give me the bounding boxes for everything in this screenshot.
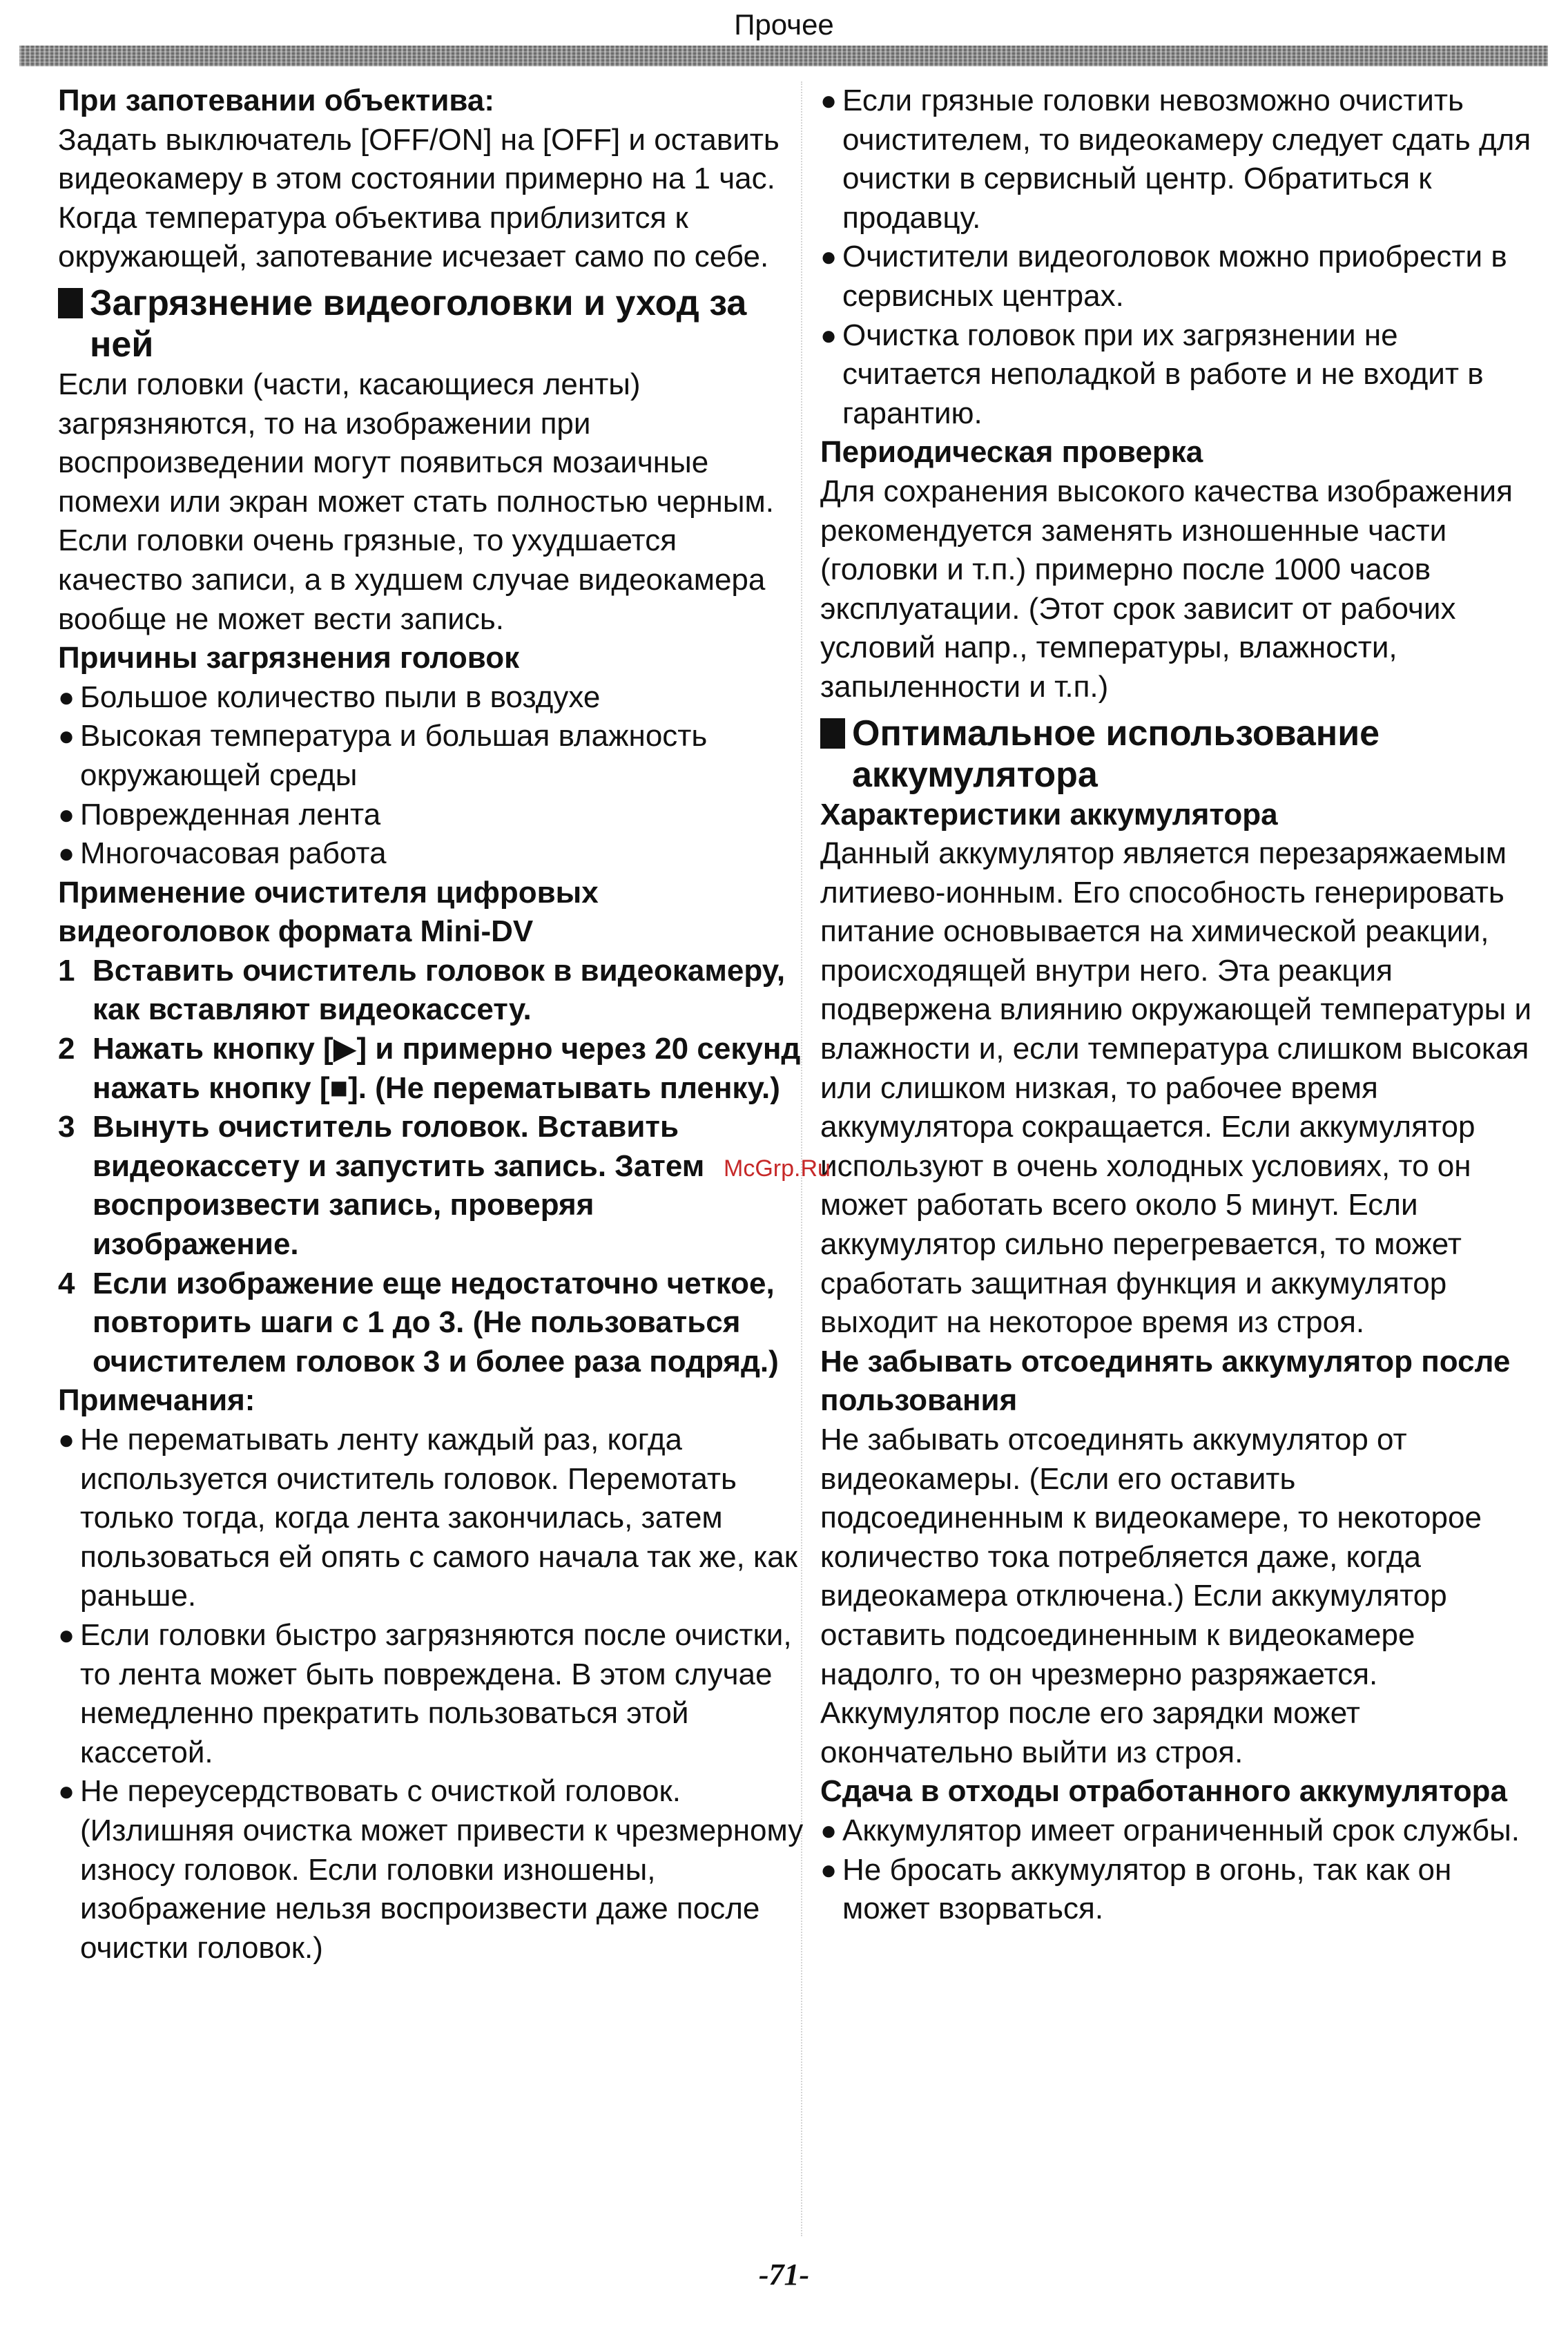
disconnect-heading: Не забывать отсоединять аккумулятор после пользования [820,1344,1511,1418]
fog-heading: При запотевании объектива: [58,84,494,117]
cleaner-heading: Применение очистителя цифровых видеоголовок формата Mini-DV [58,875,599,949]
page-number: -71- [758,2258,810,2291]
periodic-heading: Периодическая проверка [820,435,1203,470]
bullet-icon: ● [820,242,838,273]
bullet-icon: ● [820,1815,838,1846]
square-bullet-icon [58,288,83,318]
bullet-icon: ● [820,1854,838,1885]
list-item-text: Большое количество пыли в воздухе [80,680,601,714]
square-bullet-icon [820,718,845,749]
notes-heading: Примечания: [58,1383,255,1418]
step-number: 3 [58,1110,75,1144]
page-section-title: Прочее [734,8,834,41]
list-item [820,81,1538,238]
watermark: McGrp.Ru [724,1155,831,1182]
step-item [58,1108,804,1264]
step-text: Если изображение еще недостаточно четкое, повторить шаги с 1 до 3. (Не пользоваться очистителем головок 3 и более раза подряд.) [93,1266,779,1378]
bullet-icon: ● [58,1776,75,1807]
left-column [58,81,804,1968]
bullet-icon: ● [58,1425,75,1455]
step-number: 4 [58,1266,75,1300]
bullet-icon: ● [58,1619,75,1651]
list-item-text: Не перематывать ленту каждый раз, когда используется очиститель головок. Перемотать только тогда, когда лента закончилась, затем пользоваться ей опять с самого начала так же, как раньше. [80,1423,797,1613]
list-item-text: Если головки быстро загрязняются после очистки, то лента может быть повреждена. В этом случае немедленно прекратить пользоваться этой кассетой. [80,1617,792,1769]
bullet-icon: ● [58,799,75,830]
periodic-text: Для сохранения высокого качества изображения рекомендуется заменять изношенные части (головки и т.п.) примерно после 1000 часов эксплуатации. (Этот срок зависит от рабочих условий напр., температуры, влажности, запыленности и т.п.) [820,474,1513,704]
list-item [820,1851,1538,1929]
list-item [58,678,804,718]
step-text: Вставить очиститель головок в видеокамеру, как вставляют видеокассету. [93,953,786,1027]
list-item [58,1421,804,1616]
bullet-icon: ● [58,682,75,713]
right-column [820,81,1538,1929]
step-number: 1 [58,953,75,988]
section-heading-battery [820,713,1538,796]
list-item-text: Высокая температура и большая влажность окружающей среды [80,719,708,792]
list-item-text: Аккумулятор имеет ограниченный срок службы. [842,1813,1520,1847]
bullet-icon: ● [58,721,75,752]
list-item [820,316,1538,434]
list-item [58,1616,804,1772]
bullet-icon: ● [820,86,838,116]
fog-text: Задать выключатель [OFF/ON] на [OFF] и оставить видеокамеру в этом состоянии примерно на 1 час. Когда температура объектива приблизится к окружающей, запотевание исчезает само по себе. [58,122,780,274]
bullet-icon: ● [58,838,75,869]
list-item-text: Если грязные головки невозможно очистить очистителем, то видеокамеру следует сдать для очистки в сервисный центр. Обратиться к продавцу. [842,84,1531,235]
step-item [58,952,804,1030]
bullet-icon: ● [820,320,838,351]
step-text: Вынуть очиститель головок. Вставить видеокассету и запустить запись. Затем воспроизвести запись, проверяя изображение. [93,1110,705,1262]
disconnect-text: Не забывать отсоединять аккумулятор от видеокамеры. (Если его оставить подсоединенным к видеокамере, то некоторое количество тока потребляется даже, когда видеокамера отключена.) Если аккумулятор оставить подсоединенным к видеокамере надолго, то он чрезмерно разряжается. Аккумулятор после его зарядки может окончательно выйти из строя. [820,1423,1482,1769]
list-item-text: Не переусердствовать с очисткой головок. (Излишняя очистка может привести к чрезмерному износу головок. Если головки изношены, изображение нельзя воспроизвести даже после очистки головок.) [80,1774,804,1965]
list-item [820,1811,1538,1851]
section-heading-head-cleaning [58,282,804,365]
header-rule [19,46,1548,66]
disposal-heading: Сдача в отходы отработанного аккумулятора [820,1774,1507,1809]
list-item-text: Очистка головок при их загрязнении не считается неполадкой в работе и не входит в гарантию. [842,318,1484,430]
causes-heading: Причины загрязнения головок [58,641,520,675]
list-item [820,238,1538,316]
list-item [58,717,804,795]
battery-heading: Характеристики аккумулятора [820,797,1278,832]
section-heading-text: Оптимальное использование аккумулятора [852,713,1380,795]
list-item [58,834,804,874]
section-heading-text: Загрязнение видеоголовки и уход за ней [90,282,747,365]
list-item-text: Поврежденная лента [80,797,381,832]
list-item-text: Многочасовая работа [80,836,387,871]
step-text: Нажать кнопку [▶] и примерно через 20 секунд нажать кнопку [■]. (Не перематывать пленку.) [93,1032,801,1105]
step-number: 2 [58,1032,75,1066]
list-item-text: Очистители видеоголовок можно приобрести в сервисных центрах. [842,240,1507,313]
head-cleaning-intro: Если головки (части, касающиеся ленты) загрязняются, то на изображении при воспроизведении могут появиться мозаичные помехи или экран может стать полностью черным. Если головки очень грязные, то ухудшается качество записи, а в худшем случае видеокамера вообще не может вести запись. [58,367,774,636]
step-item [58,1265,804,1382]
list-item [58,1772,804,1968]
list-item [58,796,804,835]
step-item [58,1030,804,1108]
list-item-text: Не бросать аккумулятор в огонь, так как он может взорваться. [842,1852,1452,1926]
battery-text: Данный аккумулятор является перезаряжаемым литиево-ионным. Его способность генерировать питание основывается на химической реакции, происходящей внутри него. Эта реакция подвержена влиянию окружающей температуры и влажности и, если температура слишком высокая или слишком низкая, то рабочее время аккумулятора сокращается. Если аккумулятор используют в очень холодных условиях, то он может работать всего около 5 минут. Если аккумулятор сильно перегревается, то может сработать защитная функция и аккумулятор выходит на некоторое время из строя. [820,836,1532,1340]
